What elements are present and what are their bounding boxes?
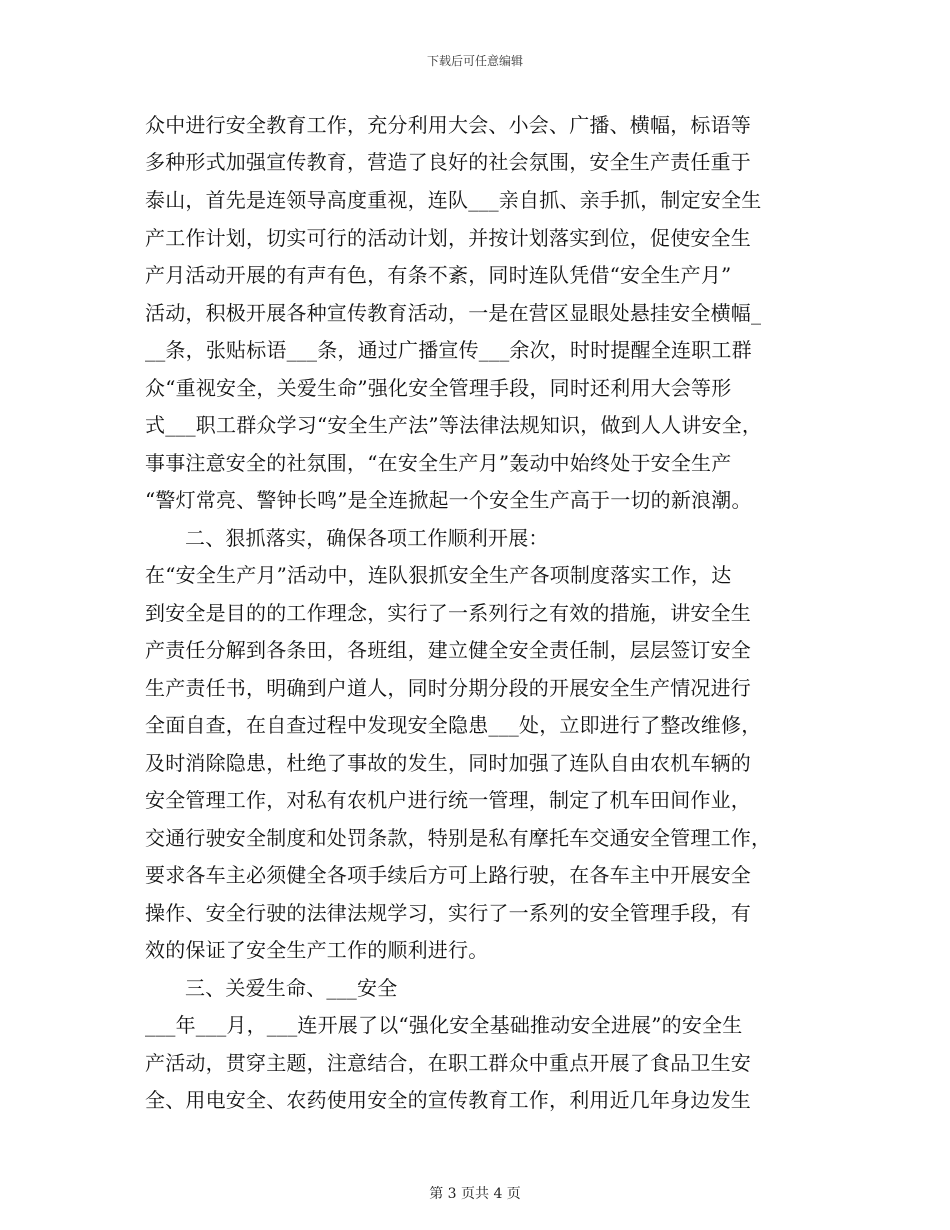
text-line: 在“安全生产月”活动中，连队狠抓安全生产各项制度落实工作，达 xyxy=(145,563,732,587)
text-line: 众“重视安全，关爱生命”强化安全管理手段，同时还利用大会等形 xyxy=(145,376,732,400)
text-line: ___年___月，___连开展了以“强化安全基础推动安全进展”的安全生 xyxy=(145,1013,743,1037)
text-line: 事事注意安全的社氛围，“在安全生产月”轰动中始终处于安全生产 xyxy=(145,451,732,475)
text-line: 全、用电安全、农药使用安全的宣传教育工作，利用近几年身边发生 xyxy=(145,1088,751,1112)
text-line: 到安全是目的的工作理念，实行了一系列行之有效的措施，讲安全生 xyxy=(145,601,751,625)
text-line: 产工作计划，切实可行的活动计划，并按计划落实到位，促使安全生 xyxy=(145,226,751,250)
text-line: 多种形式加强宣传教育，营造了良好的社会氛围，安全生产责任重于 xyxy=(145,150,751,174)
text-line: 效的保证了安全生产工作的顺利进行。 xyxy=(145,938,489,962)
text-line: 三、关爱生命、___安全 xyxy=(185,976,398,1000)
text-line: 产活动，贯穿主题，注意结合，在职工群众中重点开展了食品卫生安 xyxy=(145,1051,751,1075)
text-line: 式___职工群众学习“安全生产法”等法律法规知识，做到人人讲安全， xyxy=(145,413,763,437)
text-line: 众中进行安全教育工作，充分利用大会、小会、广播、横幅，标语等 xyxy=(145,113,751,137)
text-line: __条，张贴标语___条，通过广播宣传___余次，时时提醒全连职工群 xyxy=(145,338,752,362)
text-line: 要求各车主必须健全各项手续后方可上路行驶，在各车主中开展安全 xyxy=(145,863,751,887)
text-line: 二、狠抓落实，确保各项工作顺利开展： xyxy=(185,526,549,550)
text-line: 产月活动开展的有声有色，有条不紊，同时连队凭借“安全生产月” xyxy=(145,263,732,287)
text-line: 交通行驶安全制度和处罚条款，特别是私有摩托车交通安全管理工作， xyxy=(145,826,772,850)
text-line: “警灯常亮、警钟长鸣”是全连掀起一个安全生产高于一切的新浪潮。 xyxy=(145,488,752,512)
text-line: 泰山，首先是连领导高度重视，连队___亲自抓、亲手抓，制定安全生 xyxy=(145,188,762,212)
text-line: 操作、安全行驶的法律法规学习，实行了一系列的安全管理手段，有 xyxy=(145,901,751,925)
text-line: 活动，积极开展各种宣传教育活动，一是在营区显眼处悬挂安全横幅_ xyxy=(145,301,762,325)
text-line: 全面自查，在自查过程中发现安全隐患___处，立即进行了整改维修， xyxy=(145,713,762,737)
text-line: 产责任分解到各条田，各班组，建立健全安全责任制，层层签订安全 xyxy=(145,638,751,662)
page-footer: 第 3 页共 4 页 xyxy=(429,1186,521,1202)
text-line: 安全管理工作，对私有农机户进行统一管理，制定了机车田间作业， xyxy=(145,788,751,812)
page-header: 下载后可任意编辑 xyxy=(426,54,523,68)
text-line: 生产责任书，明确到户道人，同时分期分段的开展安全生产情况进行 xyxy=(145,676,751,700)
text-line: 及时消除隐患，杜绝了事故的发生，同时加强了连队自由农机车辆的 xyxy=(145,751,751,775)
